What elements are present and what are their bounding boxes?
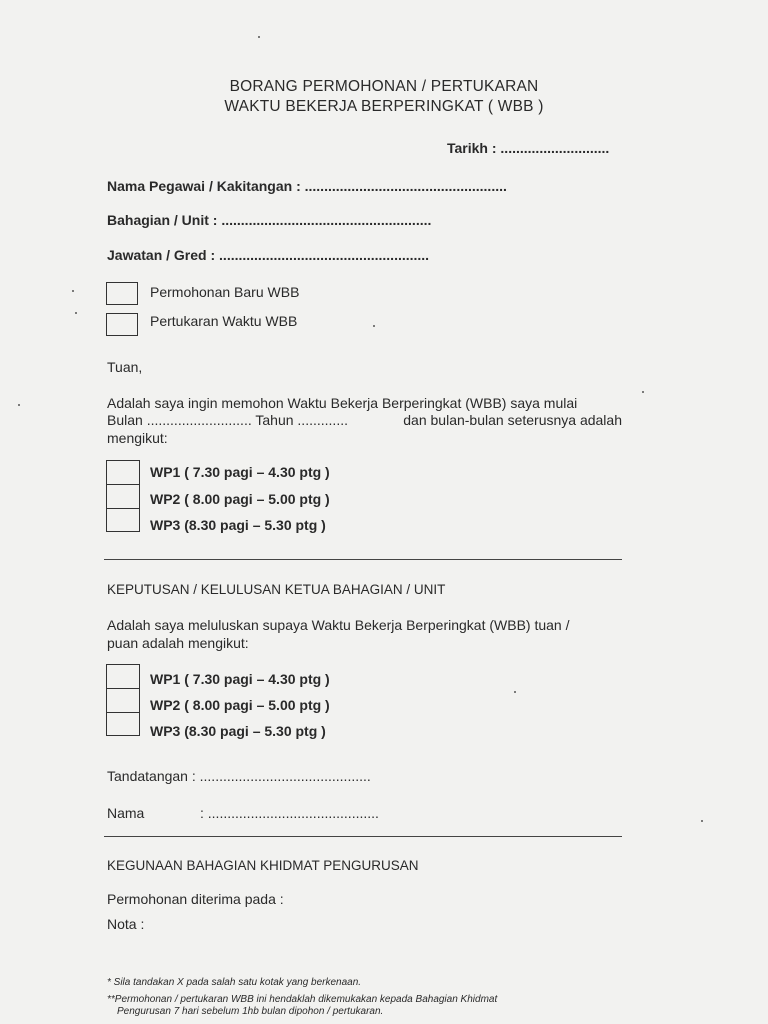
- request-wp1-checkbox[interactable]: [106, 460, 140, 484]
- scan-speck: [642, 391, 644, 393]
- approval-wp1-checkbox[interactable]: [106, 664, 140, 688]
- new-application-checkbox[interactable]: [106, 282, 138, 305]
- scan-speck: [72, 290, 74, 292]
- change-application-label: Pertukaran Waktu WBB: [150, 313, 298, 329]
- change-application-checkbox[interactable]: [106, 313, 138, 336]
- footnote-2-line2: Pengurusan 7 hari sebelum 1hb bulan dipohon / pertukaran.: [117, 1006, 384, 1017]
- year-label: Tahun: [255, 412, 294, 428]
- approval-schedule-checkboxes: [106, 664, 140, 736]
- approval-text-line2: puan adalah mengikut:: [107, 635, 249, 651]
- scan-speck: [75, 312, 77, 314]
- scan-speck: [18, 404, 20, 406]
- month-label: Bulan: [107, 412, 143, 428]
- approval-wp1-label: WP1 ( 7.30 pagi – 4.30 ptg ): [150, 671, 330, 687]
- approval-wp3-checkbox[interactable]: [106, 712, 140, 736]
- following-months-text: dan bulan-bulan seterusnya adalah: [403, 412, 622, 428]
- request-text-line2: [107, 412, 622, 428]
- employee-name-field[interactable]: Nama Pegawai / Kakitangan : ....................................................: [107, 178, 507, 194]
- approval-text-line1: Adalah saya meluluskan supaya Waktu Bekerja Berperingkat (WBB) tuan /: [107, 617, 570, 633]
- received-date-label: Permohonan diterima pada :: [107, 891, 284, 907]
- request-text-line3: mengikut:: [107, 430, 168, 446]
- footnote-2-line1: **Permohonan / pertukaran WBB ini hendaklah dikemukakan kepada Bahagian Khidmat: [107, 994, 498, 1005]
- scan-speck: [514, 691, 516, 693]
- approval-heading: KEPUTUSAN / KELULUSAN KETUA BAHAGIAN / UNIT: [107, 582, 446, 597]
- request-text-line1: Adalah saya ingin memohon Waktu Bekerja Berperingkat (WBB) saya mulai: [107, 395, 578, 411]
- salutation: Tuan,: [107, 359, 143, 375]
- request-wp3-checkbox[interactable]: [106, 508, 140, 532]
- request-wp2-label: WP2 ( 8.00 pagi – 5.00 ptg ): [150, 491, 330, 507]
- form-title-line1: BORANG PERMOHONAN / PERTUKARAN: [229, 78, 539, 95]
- request-wp2-checkbox[interactable]: [106, 484, 140, 508]
- month-input[interactable]: ...........................: [146, 412, 252, 428]
- scan-speck: [373, 325, 375, 327]
- position-grade-field[interactable]: Jawatan / Gred : ......................................................: [107, 247, 430, 263]
- form-title-line2: WAKTU BEKERJA BERPERINGKAT ( WBB ): [224, 98, 544, 115]
- request-schedule-checkboxes: [106, 460, 140, 532]
- approval-wp3-label: WP3 (8.30 pagi – 5.30 ptg ): [150, 723, 326, 739]
- department-unit-field[interactable]: Bahagian / Unit : ......................................................: [107, 212, 432, 228]
- office-use-heading: KEGUNAAN BAHAGIAN KHIDMAT PENGURUSAN: [107, 858, 419, 873]
- scan-speck: [258, 36, 260, 38]
- footnote-1: * Sila tandakan X pada salah satu kotak yang berkenaan.: [107, 977, 362, 988]
- request-wp1-label: WP1 ( 7.30 pagi – 4.30 ptg ): [150, 464, 330, 480]
- approval-wp2-label: WP2 ( 8.00 pagi – 5.00 ptg ): [150, 697, 330, 713]
- request-wp3-label: WP3 (8.30 pagi – 5.30 ptg ): [150, 517, 326, 533]
- scan-speck: [701, 820, 703, 822]
- date-field[interactable]: Tarikh : ............................: [447, 140, 610, 156]
- section-divider-2: [104, 836, 622, 837]
- year-input[interactable]: .............: [297, 412, 348, 428]
- approver-name-label: Nama: [107, 805, 145, 821]
- approval-wp2-checkbox[interactable]: [106, 688, 140, 712]
- section-divider-1: [104, 559, 622, 560]
- note-label: Nota :: [107, 916, 145, 932]
- approver-name-field[interactable]: : ............................................: [200, 805, 379, 821]
- signature-field[interactable]: Tandatangan : ............................................: [107, 768, 371, 784]
- new-application-label: Permohonan Baru WBB: [150, 284, 300, 300]
